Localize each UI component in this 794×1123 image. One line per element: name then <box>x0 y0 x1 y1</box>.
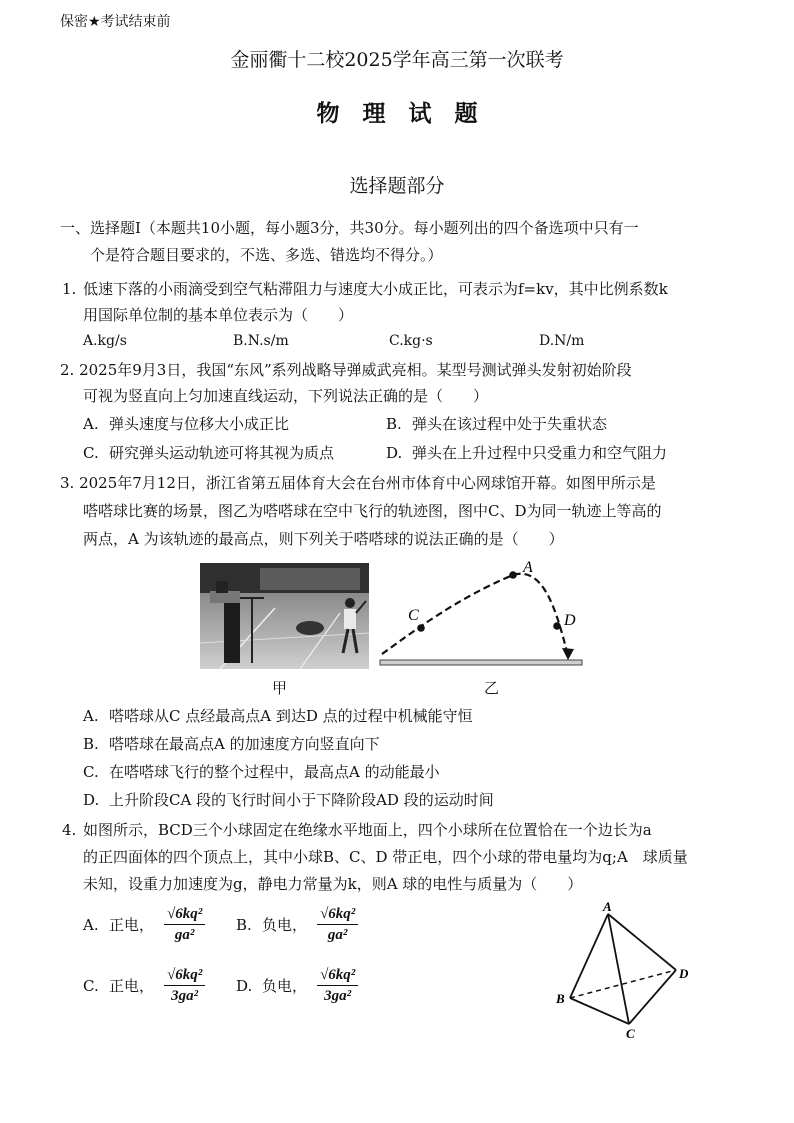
option-a <box>83 905 205 944</box>
option-text: 弹头在上升过程中只受重力和空气阻力 <box>412 444 668 462</box>
edge-ab <box>570 914 608 998</box>
option-d <box>236 966 358 1005</box>
question-stem-line1: 低速下落的小雨滴受到空气粘滞阻力与速度大小成正比，可表示为f=kv，其中比例系数k <box>83 280 668 298</box>
fraction-denominator: ga² <box>174 927 195 943</box>
option-label: D. <box>83 791 100 809</box>
option-label: B. <box>236 915 252 934</box>
option-label: D. <box>236 976 253 995</box>
option-c <box>83 762 440 782</box>
point-d <box>553 622 561 630</box>
ground-line <box>380 660 582 665</box>
label-d: D <box>564 612 576 629</box>
option-text: 弹头在该过程中处于失重状态 <box>412 415 608 433</box>
edge-bc <box>570 998 629 1024</box>
option-label: B. <box>386 415 402 433</box>
question-number: 4. <box>62 821 77 839</box>
fraction-denominator: ga² <box>327 927 348 943</box>
option-c: C.kg·s <box>389 333 433 349</box>
section-instruction-line2: 个是符合题目要求的，不选、多选、错选均不得分。） <box>90 246 443 264</box>
option-d: D.N/m <box>539 333 585 349</box>
option-text: 在嗒嗒球飞行的整个过程中，最高点A 的动能最小 <box>109 763 440 781</box>
point-c <box>417 624 425 632</box>
question-stem-line3: 两点，A 为该轨迹的最高点，则下列关于嗒嗒球的说法正确的是（ ） <box>83 530 564 548</box>
question-stem-line2: 嗒嗒球比赛的场景，图乙为嗒嗒球在空中飞行的轨迹图，图中C、D为同一轨迹上等高的 <box>83 502 662 520</box>
question-number: 1. <box>62 280 77 298</box>
option-charge: 正电， <box>109 976 155 995</box>
option-d <box>386 443 667 463</box>
option-charge: 负电， <box>262 976 308 995</box>
option-label: C. <box>83 976 99 995</box>
arrow-head <box>562 648 574 660</box>
option-fraction <box>164 905 205 944</box>
part-title: 选择题部分 <box>349 175 445 197</box>
question-stem-line1: 2. 2025年9月3日，我国“东风”系列战略导弹威武亮相。某型号测试弹头发射初始阶段 <box>60 361 632 379</box>
option-fraction <box>317 905 358 944</box>
question-stem-line2: 用国际单位制的基本单位表示为（ ） <box>83 306 354 324</box>
option-charge: 正电， <box>109 915 155 934</box>
vertex-c-label: C <box>626 1026 635 1040</box>
option-a: A.kg/s <box>83 333 127 349</box>
question-stem-line2: 的正四面体的四个顶点上，其中小球B、C、D 带正电，四个小球的带电量均为q;A 球质量 <box>83 848 688 866</box>
option-a <box>83 706 473 726</box>
question-stem-line2: 可视为竖直向上匀加速直线运动，下列说法正确的是（ ） <box>83 387 489 405</box>
fraction-numerator: √6kq² <box>317 905 358 925</box>
option-text: 嗒嗒球从C 点经最高点A 到达D 点的过程中机械能守恒 <box>109 707 473 725</box>
figure-label-jia: 甲 <box>272 679 288 697</box>
option-text: 嗒嗒球在最高点A 的加速度方向竖直向下 <box>109 735 380 753</box>
option-text: 研究弹头运动轨迹可将其视为质点 <box>109 444 335 462</box>
fraction-numerator: √6kq² <box>164 905 205 925</box>
edge-ac <box>608 914 629 1024</box>
confidential-note: 保密★考试结束前 <box>60 14 171 30</box>
question-stem-line1: 如图所示，BCD三个小球固定在绝缘水平地面上，四个小球所在位置恰在一个边长为a <box>83 821 652 839</box>
fraction-denominator: 3ga² <box>324 988 352 1004</box>
subject-title: 物 理 试 题 <box>316 100 478 127</box>
fraction-denominator: 3ga² <box>171 988 199 1004</box>
option-label: A. <box>83 415 99 433</box>
vertex-a-label: A <box>603 899 612 914</box>
option-label: C. <box>83 763 99 781</box>
fraction-numerator: √6kq² <box>164 966 205 986</box>
question-stem-line3: 未知，设重力加速度为g，静电力常量为k，则A 球的电性与质量为（ ） <box>83 875 583 893</box>
option-label: B. <box>83 735 99 753</box>
option-c <box>83 443 334 463</box>
question-stem-line1: 3. 2025年7月12日，浙江省第五届体育大会在台州市体育中心网球馆开幕。如图甲所示是 <box>60 474 656 492</box>
option-fraction <box>164 966 205 1005</box>
option-label: D. <box>386 444 403 462</box>
vertex-d-label: D <box>679 966 689 981</box>
match-photo <box>200 563 369 669</box>
option-fraction <box>317 966 358 1005</box>
label-c: C <box>408 607 419 624</box>
edge-ad <box>608 914 676 970</box>
option-charge: 负电， <box>262 915 308 934</box>
option-d <box>83 790 494 810</box>
option-c <box>83 966 205 1005</box>
figure-label-yi: 乙 <box>484 679 500 697</box>
vertex-b-label: B <box>556 991 565 1006</box>
fraction-numerator: √6kq² <box>317 966 358 986</box>
option-b: B.N.s/m <box>233 333 289 349</box>
label-a: A <box>523 559 533 576</box>
exam-title: 金丽衢十二校2025学年高三第一次联考 <box>230 49 564 71</box>
option-a <box>83 414 289 434</box>
option-label: A. <box>83 707 99 725</box>
edge-cd <box>629 970 676 1024</box>
option-label: C. <box>83 444 99 462</box>
point-a <box>509 571 517 579</box>
option-text: 上升阶段CA 段的飞行时间小于下降阶段AD 段的运动时间 <box>109 791 494 809</box>
trajectory-diagram <box>378 558 584 670</box>
option-label: A. <box>83 915 99 934</box>
option-b <box>236 905 358 944</box>
option-text: 弹头速度与位移大小成正比 <box>109 415 290 433</box>
option-b <box>83 734 380 754</box>
option-b <box>386 414 607 434</box>
section-instruction-line1: 一、选择题Ⅰ（本题共10小题，每小题3分，共30分。每小题列出的四个备选项中只有一 <box>60 219 639 237</box>
tetrahedron-diagram <box>548 898 698 1040</box>
